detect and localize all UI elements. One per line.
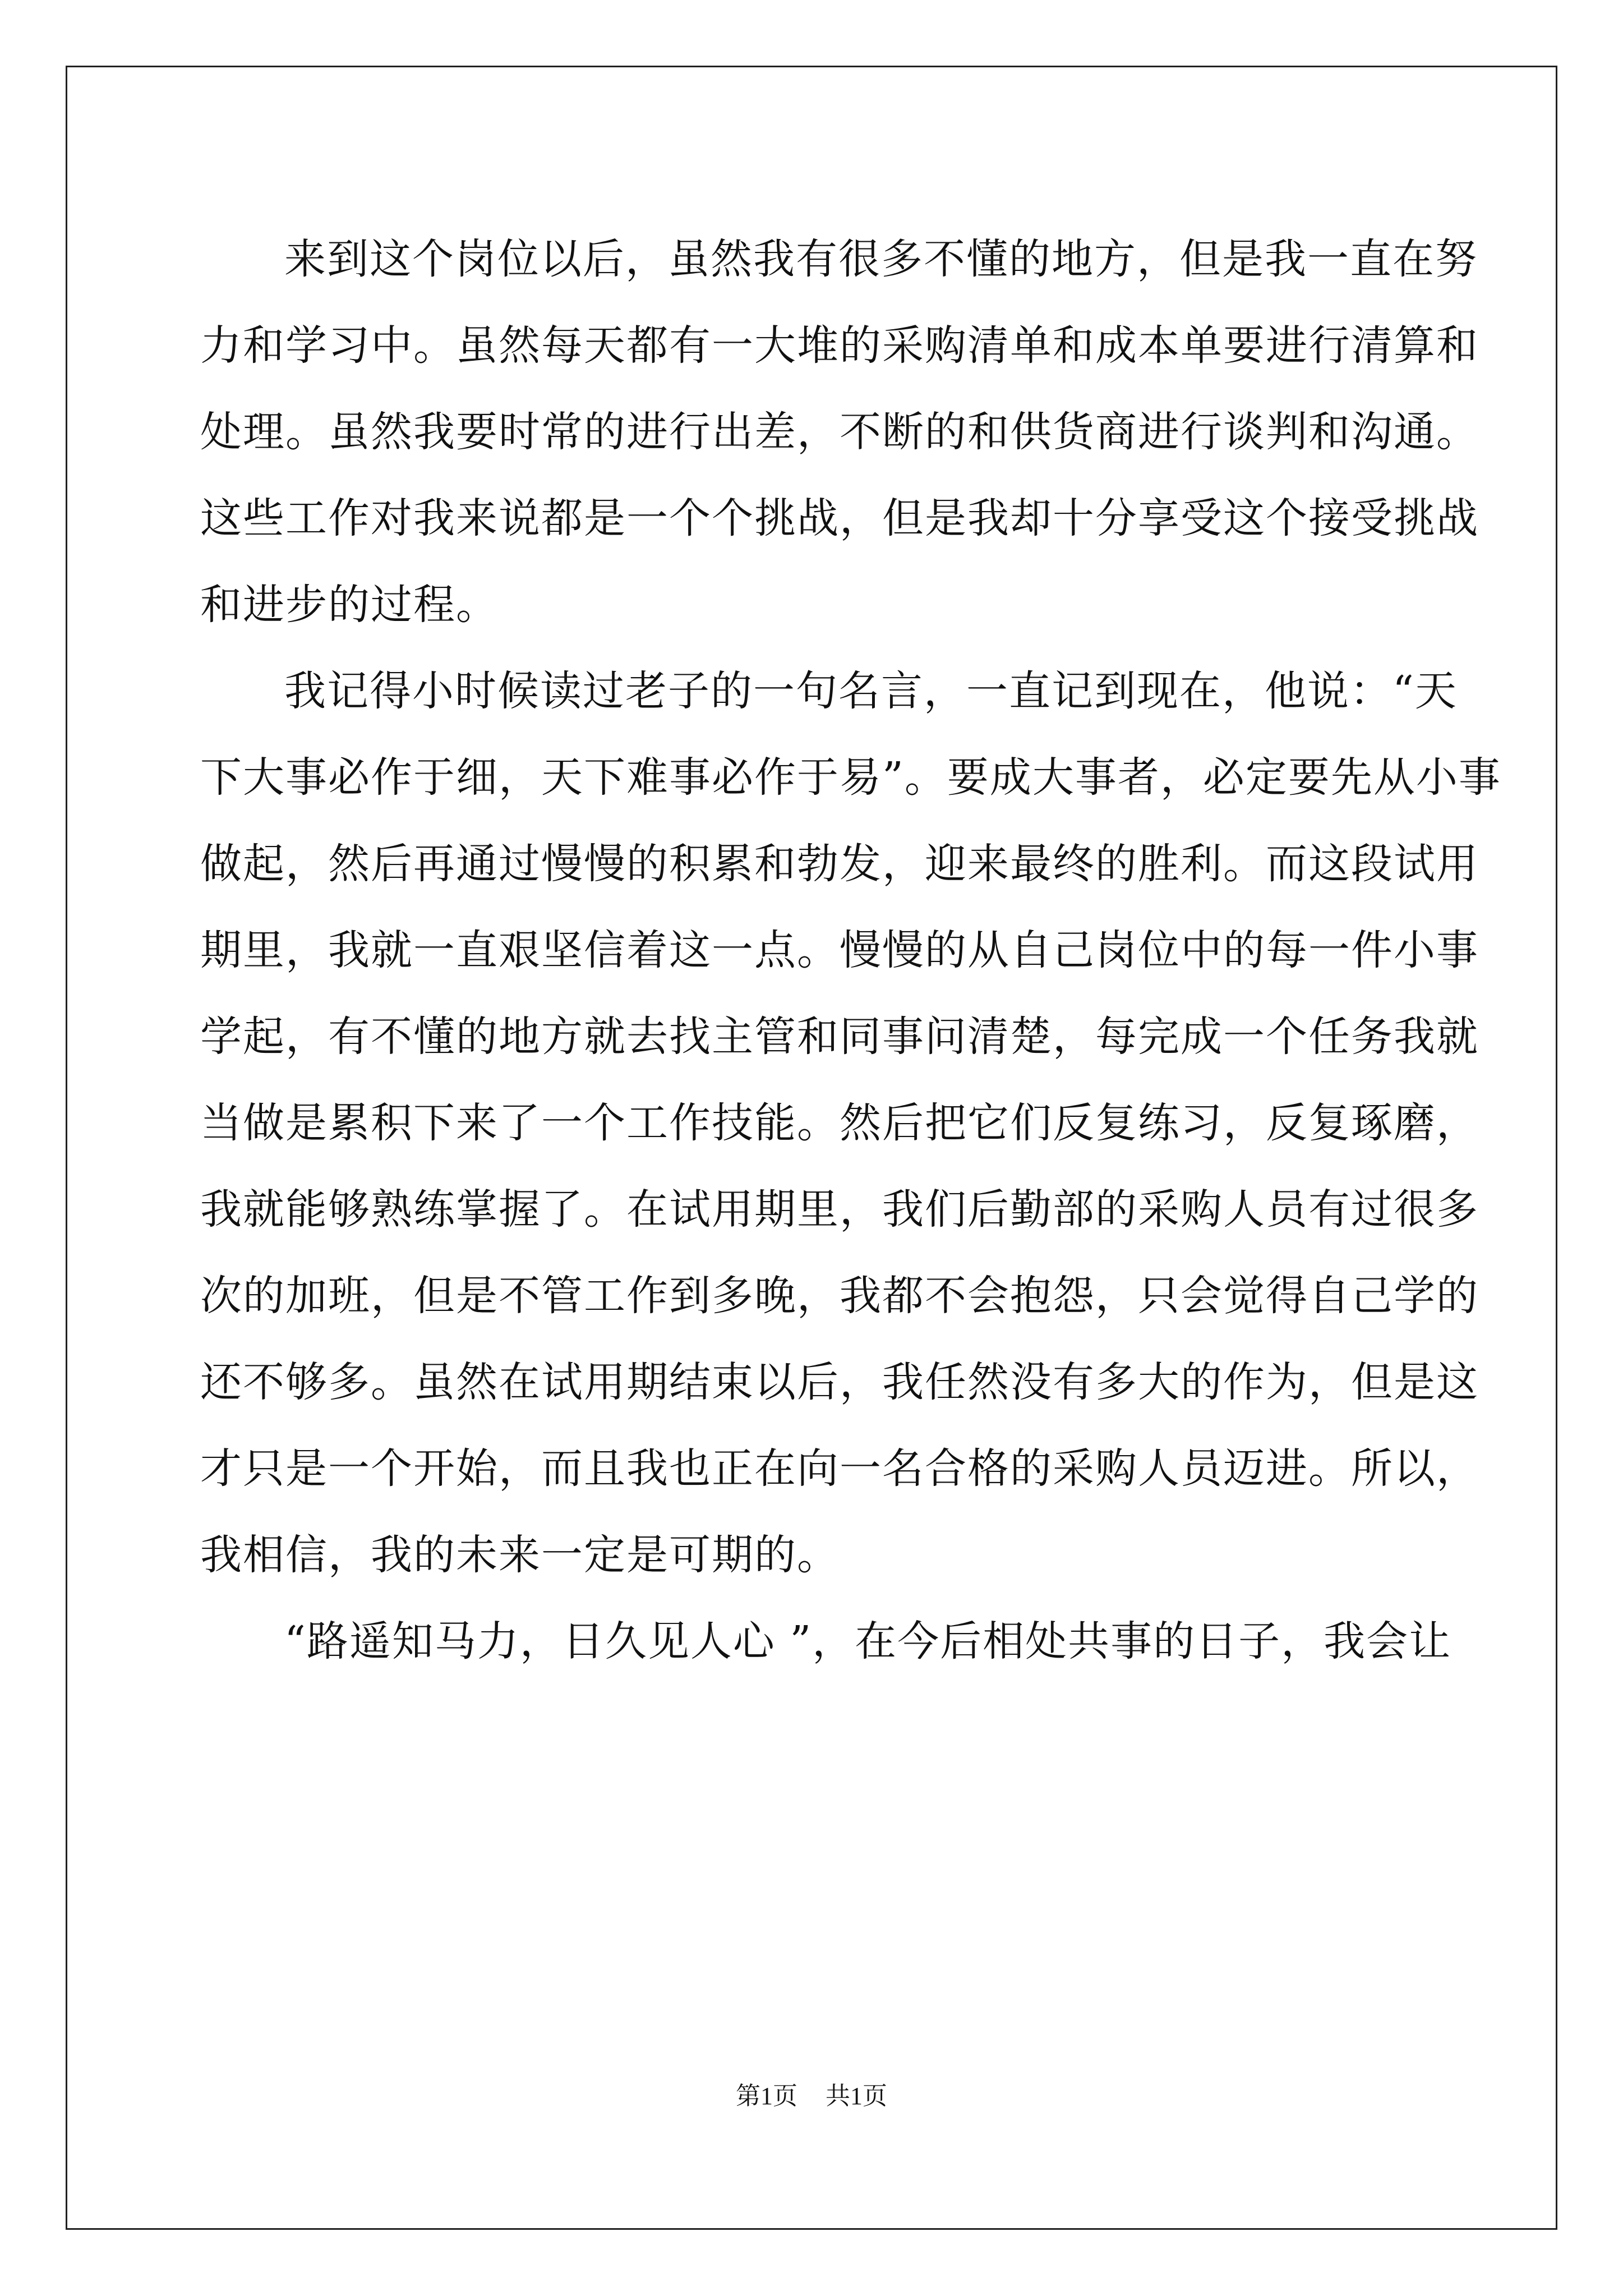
paragraph-1-line-3: 处理。虽然我要时常的进行出差，不断的和供货商进行谈判和沟通。 — [200, 408, 1479, 456]
paragraph-2-line-3: 做起，然后再通过慢慢的积累和勃发，迎来最终的胜利。而这段试用 — [200, 840, 1479, 888]
document-body — [200, 216, 1501, 1685]
paragraph-3-line-1: “路遥知马力，日久见人心 ”，在今后相处共事的日子，我会让 — [284, 1617, 1452, 1665]
paragraph-2-line-6: 当做是累积下来了一个工作技能。然后把它们反复练习，反复琢磨， — [200, 1099, 1479, 1147]
page-total: 共1页 — [826, 2082, 887, 2110]
paragraph-2-line-7: 我就能够熟练掌握了。在试用期里，我们后勤部的采购人员有过很多 — [200, 1185, 1479, 1234]
page-number: 第1页 — [736, 2082, 797, 2110]
paragraph-2-line-11: 我相信，我的未来一定是可期的。 — [200, 1531, 840, 1579]
paragraph-2-line-1: 我记得小时候读过老子的一句名言，一直记到现在，他说：“天 — [284, 667, 1458, 715]
page-footer — [0, 2076, 1623, 2111]
paragraph-2-line-10: 才只是一个开始，而且我也正在向一名合格的采购人员迈进。所以， — [200, 1444, 1479, 1493]
paragraph-2-line-5: 学起，有不懂的地方就去找主管和同事问清楚，每完成一个任务我就 — [200, 1013, 1479, 1061]
paragraph-1-line-4: 这些工作对我来说都是一个个挑战，但是我却十分享受这个接受挑战 — [200, 494, 1479, 542]
paragraph-2-line-9: 还不够多。虽然在试用期结束以后，我任然没有多大的作为，但是这 — [200, 1358, 1479, 1406]
paragraph-2-line-2: 下大事必作于细，天下难事必作于易”。要成大事者，必定要先从小事 — [200, 753, 1501, 802]
paragraph-1-line-1: 来到这个岗位以后，虽然我有很多不懂的地方，但是我一直在努 — [284, 235, 1478, 283]
paragraph-2-line-4: 期里，我就一直艰坚信着这一点。慢慢的从自己岗位中的每一件小事 — [200, 926, 1479, 974]
paragraph-1-line-2: 力和学习中。虽然每天都有一大堆的采购清单和成本单要进行清算和 — [200, 321, 1479, 370]
paragraph-2-line-8: 次的加班，但是不管工作到多晚，我都不会抱怨，只会觉得自己学的 — [200, 1272, 1479, 1320]
paragraph-1-line-5: 和进步的过程。 — [200, 581, 499, 629]
